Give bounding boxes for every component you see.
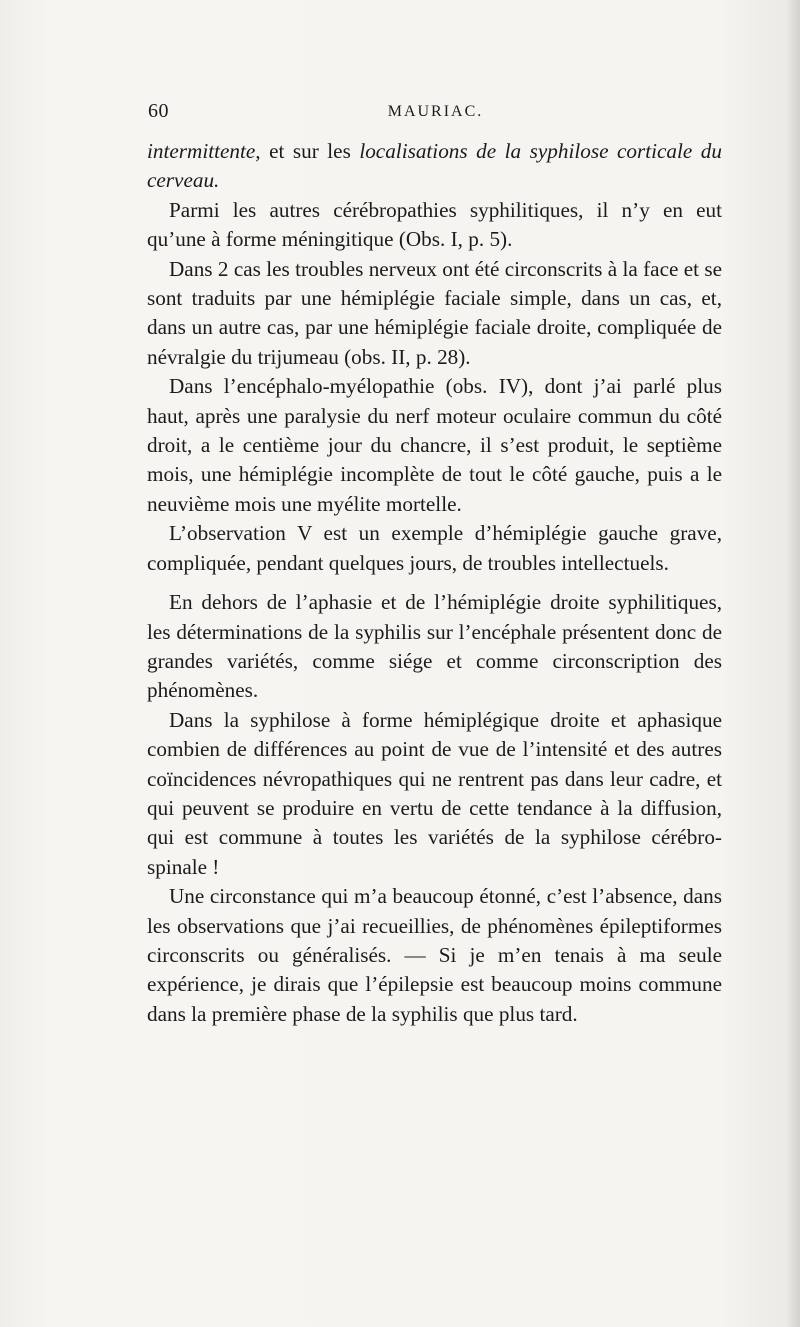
page-number: 60 xyxy=(148,100,169,122)
plain-mid: et sur les xyxy=(260,139,360,163)
paragraph: Dans l’encéphalo-myélopathie (obs. IV), dont j’ai parlé plus haut, après une paralysie du nerf moteur oculaire commun du côté droit, a le centième jour du chancre, il s’est produit, le septième mois, une hémiplégie incomplète de tout le côté gauche, puis a le neuvième mois une myélite mortelle. xyxy=(147,374,722,516)
paragraph-continuation xyxy=(147,137,722,196)
paragraph: L’observation V est un exemple d’hémiplégie gauche grave, compliquée, pendant quelques jours, de troubles intellectuels. xyxy=(147,521,722,575)
page-edge-shadow xyxy=(786,0,800,1327)
paragraph: Dans 2 cas les troubles nerveux ont été circonscrits à la face et se sont traduits par une hémiplégie faciale simple, dans un cas, et, dans un autre cas, par une hémiplégie faciale droite, compliquée de névralgie du trijumeau (obs. II, p. 28). xyxy=(147,256,722,369)
paragraph: Une circonstance qui m’a beaucoup étonné, c’est l’absence, dans les observations que j’ai recueillies, de phénomènes épileptiformes circonscrits ou généralisés. — Si je m’en tenais à ma seule expérience, je dirais que l’épilepsie est beaucoup moins commune dans la première phase de la syphilis que plus tard. xyxy=(147,884,722,1026)
paragraph: En dehors de l’aphasie et de l’hémiplégie droite syphilitiques, les déterminations de la syphilis sur l’encéphale présentent donc de grandes variétés, comme siége et comme circonscription des phénomènes. xyxy=(147,590,722,703)
paragraph: Parmi les autres cérébropathies syphilitiques, il n’y en eut qu’une à forme méningitique (Obs. I, p. 5). xyxy=(147,197,722,252)
italic-lead: intermittente, xyxy=(147,139,261,163)
body-text xyxy=(147,137,722,1029)
page-header xyxy=(148,100,723,128)
italic-tail: localisations de la syphilose corticale du cerveau. xyxy=(147,139,722,193)
running-head: MAURIAC. xyxy=(387,103,484,120)
paragraph: Dans la syphilose à forme hémiplégique droite et aphasique combien de différences au point de vue de l’intensité et des autres coïncidences névropathiques qui ne rentrent pas dans leur cadre, et qui peuvent se produire en vertu de cette tendance à la diffusion, qui est commune à toutes les variétés de la syphilose cérébro-spinale ! xyxy=(147,707,722,879)
